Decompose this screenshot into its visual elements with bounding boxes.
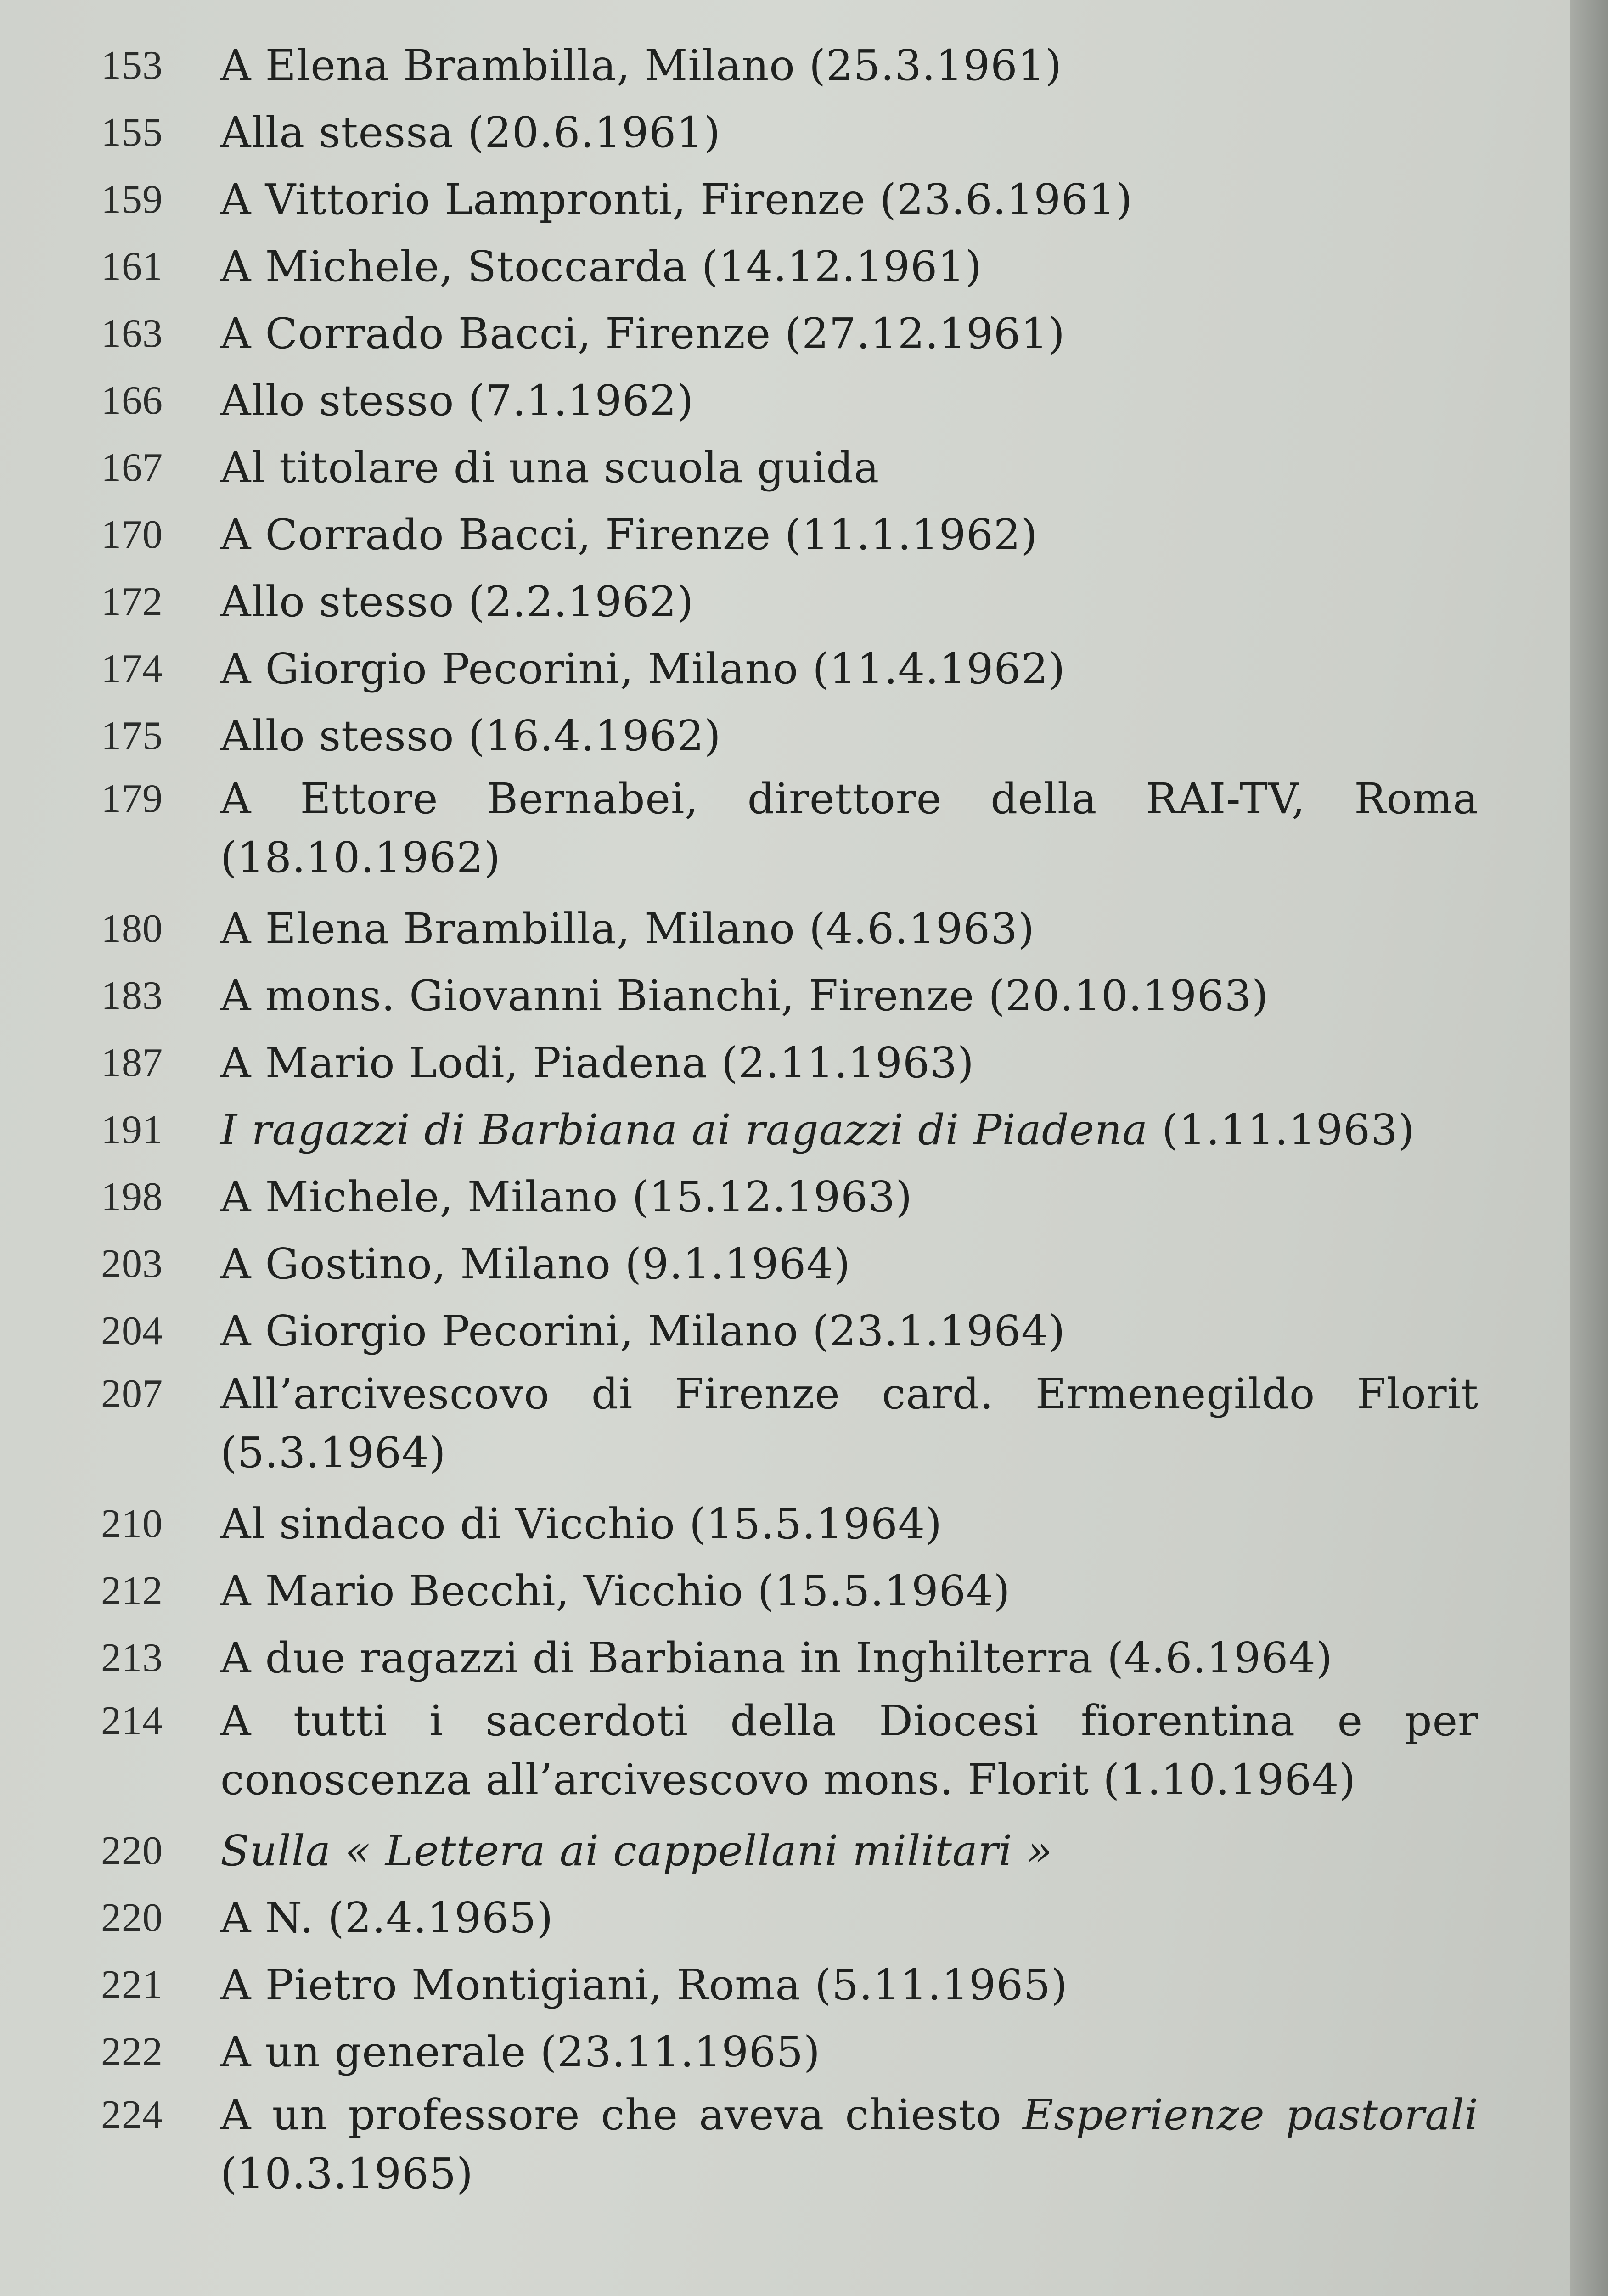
entry-title: A tutti i sacerdoti della Diocesi fiorentina e per conoscenza all’arcivescovo mons. Florit (1.10.1964) <box>220 1696 1479 1804</box>
entry-title-text: A un professore che aveva chiesto <box>220 2090 1023 2139</box>
page-number: 166 <box>101 378 163 423</box>
entry-title-date: (1.11.1963) <box>1148 1105 1415 1154</box>
toc-entry <box>101 300 1479 367</box>
toc-entry <box>101 1298 1479 1365</box>
entry-title: A Michele, Stoccarda (14.12.1961) <box>220 242 982 291</box>
table-of-contents <box>101 32 1479 2212</box>
page-number: 221 <box>101 1963 163 2007</box>
page-number: 224 <box>101 2093 163 2137</box>
toc-entry <box>101 1625 1479 1692</box>
entry-title: A Vittorio Lampronti, Firenze (23.6.1961) <box>220 175 1133 224</box>
toc-entry <box>101 895 1479 962</box>
entry-title: A N. (2.4.1965) <box>220 1893 554 1942</box>
page-number: 153 <box>101 43 163 88</box>
page-number: 210 <box>101 1502 163 1546</box>
toc-entry <box>101 32 1479 99</box>
entry-title: A Michele, Milano (15.12.1963) <box>220 1172 913 1221</box>
page-number: 167 <box>101 445 163 490</box>
entry-title: Allo stesso (2.2.1962) <box>220 577 694 626</box>
page-number: 220 <box>101 1829 163 1873</box>
entry-title: A Ettore Bernabei, direttore della RAI-TV, Roma (18.10.1962) <box>220 774 1479 882</box>
page-number: 163 <box>101 311 163 356</box>
entry-title-italic: I ragazzi di Barbiana ai ragazzi di Piadena <box>220 1105 1148 1154</box>
toc-entry <box>101 1818 1479 1885</box>
page-number: 220 <box>101 1896 163 1940</box>
entry-title: A due ragazzi di Barbiana in Inghilterra (4.6.1964) <box>220 1633 1333 1683</box>
page-number: 175 <box>101 714 163 758</box>
entry-title: Al titolare di una scuola guida <box>220 443 880 492</box>
page-number: 161 <box>101 244 163 289</box>
toc-entry <box>101 962 1479 1030</box>
toc-entry <box>101 367 1479 434</box>
page-number: 172 <box>101 580 163 624</box>
toc-entry <box>101 1030 1479 1097</box>
page-number: 159 <box>101 177 163 222</box>
page-number: 174 <box>101 647 163 691</box>
entry-title <box>220 2086 1479 2203</box>
entry-title: All’arcivescovo di Firenze card. Ermenegildo Florit (5.3.1964) <box>220 1369 1479 1477</box>
page-number: 198 <box>101 1175 163 1219</box>
toc-entry <box>101 1952 1479 2019</box>
entry-title: A Gostino, Milano (9.1.1964) <box>220 1239 851 1289</box>
page-number: 204 <box>101 1309 163 1353</box>
entry-title: Allo stesso (16.4.1962) <box>220 711 721 760</box>
toc-entry <box>101 1231 1479 1298</box>
toc-entry <box>101 703 1479 770</box>
page-number: 203 <box>101 1242 163 1286</box>
entry-title: A Giorgio Pecorini, Milano (23.1.1964) <box>220 1306 1066 1356</box>
page-number: 207 <box>101 1372 163 1416</box>
entry-title: Sulla « Lettera ai cappellani militari » <box>220 1826 1053 1875</box>
entry-title: A Elena Brambilla, Milano (25.3.1961) <box>220 41 1063 90</box>
toc-entry <box>101 1365 1479 1482</box>
toc-entry <box>101 434 1479 501</box>
entry-title: A un generale (23.11.1965) <box>220 2027 821 2077</box>
entry-title <box>220 1097 1479 1164</box>
toc-entry <box>101 1692 1479 1809</box>
entry-title: A Pietro Montigiani, Roma (5.11.1965) <box>220 1960 1068 2009</box>
entry-title: Al sindaco di Vicchio (15.5.1964) <box>220 1499 943 1548</box>
toc-entry <box>101 1097 1479 1164</box>
page-number: 155 <box>101 110 163 155</box>
entry-title: Allo stesso (7.1.1962) <box>220 376 694 425</box>
page-number: 187 <box>101 1041 163 1085</box>
toc-entry <box>101 166 1479 233</box>
entry-title: A Corrado Bacci, Firenze (11.1.1962) <box>220 510 1038 559</box>
toc-entry <box>101 1491 1479 1558</box>
page-number: 212 <box>101 1569 163 1613</box>
toc-entry <box>101 233 1479 300</box>
entry-title-italic: Esperienze pastorali <box>1023 2090 1479 2139</box>
page-number: 222 <box>101 2030 163 2074</box>
page-number: 191 <box>101 1108 163 1152</box>
entry-title: A Mario Lodi, Piadena (2.11.1963) <box>220 1038 974 1087</box>
toc-entry <box>101 1885 1479 1952</box>
page-edge <box>1570 0 1608 2296</box>
entry-title: A Elena Brambilla, Milano (4.6.1963) <box>220 904 1035 953</box>
toc-entry <box>101 99 1479 166</box>
page-number: 213 <box>101 1636 163 1680</box>
toc-entry <box>101 2086 1479 2203</box>
page-number: 180 <box>101 906 163 951</box>
toc-entry <box>101 1164 1479 1231</box>
page-number: 179 <box>101 777 163 821</box>
entry-title-date: (10.3.1965) <box>220 2149 474 2198</box>
toc-entry <box>101 1558 1479 1625</box>
entry-title: A mons. Giovanni Bianchi, Firenze (20.10.1963) <box>220 971 1269 1020</box>
toc-entry <box>101 2019 1479 2086</box>
toc-entry <box>101 501 1479 568</box>
entry-title: A Corrado Bacci, Firenze (27.12.1961) <box>220 309 1065 358</box>
toc-entry <box>101 568 1479 636</box>
toc-entry <box>101 770 1479 887</box>
entry-title: A Mario Becchi, Vicchio (15.5.1964) <box>220 1566 1011 1615</box>
page-number: 214 <box>101 1699 163 1743</box>
toc-entry <box>101 636 1479 703</box>
page-number: 170 <box>101 512 163 557</box>
page-number: 183 <box>101 974 163 1018</box>
entry-title: A Giorgio Pecorini, Milano (11.4.1962) <box>220 644 1066 693</box>
entry-title: Alla stessa (20.6.1961) <box>220 108 721 157</box>
